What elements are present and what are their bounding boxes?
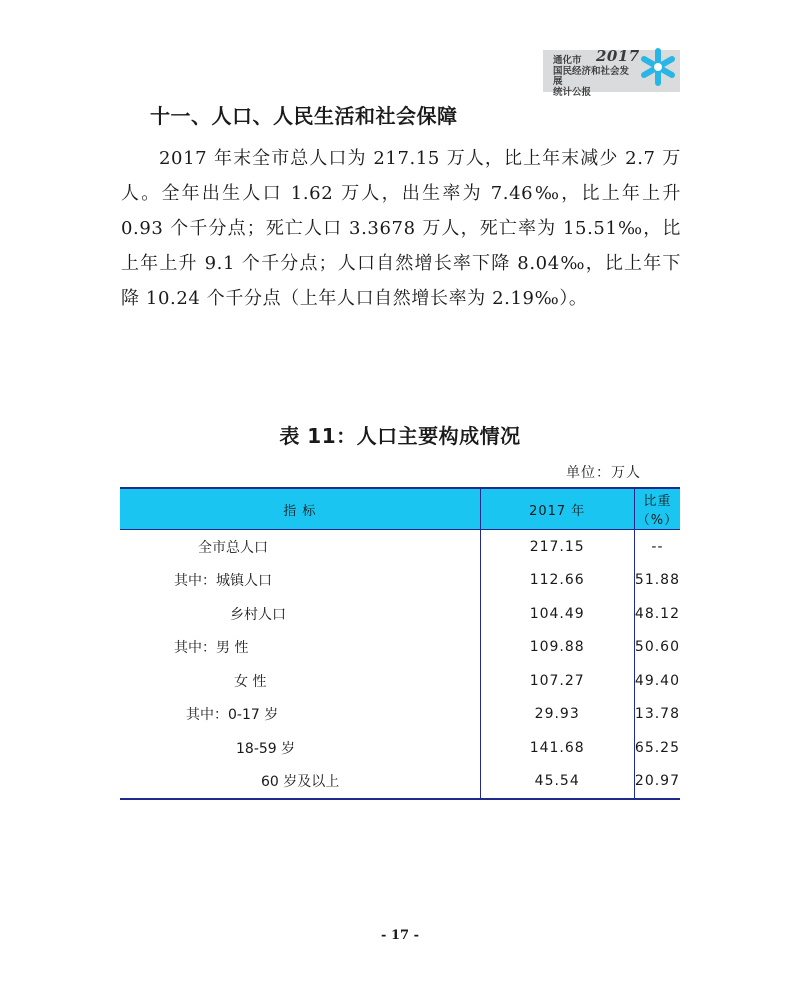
population-paragraph: 2017 年末全市总人口为 217.15 万人，比上年末减少 2.7 万人。全年出生人口 1.62 万人，出生率为 7.46‰，比上年上升 0.93 个千分点；死亡人口 3.3678 万人，死亡率为 15.51‰，比上年上升 9.1 个千分点；人口自然增长率下降 8.04‰，比上年下降 10.24 个千分点（上年人口自然增长率为 2.19‰）。 <box>121 148 681 309</box>
table-row <box>120 597 680 631</box>
row-value: 141.68 <box>480 731 634 765</box>
header-line-report: 国民经济和社会发展 <box>553 65 630 87</box>
row-label: 其中：男 性 <box>120 631 480 665</box>
header-line-bulletin: 统计公报 <box>553 86 592 98</box>
table-row <box>120 530 680 564</box>
row-share: 48.12 <box>634 605 680 622</box>
snowflake-emblem-icon <box>638 47 678 87</box>
row-label: 其中：0-17 岁 <box>120 698 480 732</box>
page-number: - 17 - <box>381 928 419 943</box>
table-header-row <box>120 488 680 530</box>
row-value: 109.88 <box>480 631 634 665</box>
row-share: 49.40 <box>634 672 680 689</box>
row-label: 乡村人口 <box>120 597 480 631</box>
table-row <box>120 664 680 698</box>
row-share: 51.88 <box>634 572 680 589</box>
row-share: 50.60 <box>634 639 680 656</box>
row-value: 45.54 <box>480 765 634 800</box>
row-value: 107.27 <box>480 664 634 698</box>
table-row <box>120 698 680 732</box>
table-row <box>120 564 680 598</box>
row-share: 65.25 <box>634 739 680 756</box>
row-share: -- <box>651 538 664 555</box>
table-row <box>120 765 680 800</box>
header-year: 2017 <box>596 47 640 65</box>
table-row <box>120 631 680 665</box>
row-value: 29.93 <box>480 698 634 732</box>
row-share: 20.97 <box>634 765 680 800</box>
col-header-share: 比重（%） <box>634 488 680 530</box>
row-label: 18-59 岁 <box>120 731 480 765</box>
table-row <box>120 731 680 765</box>
row-label: 其中：城镇人口 <box>120 564 480 598</box>
row-value: 217.15 <box>480 530 634 564</box>
section-title: 十一、人口、人民生活和社会保障 <box>150 104 458 128</box>
row-value: 112.66 <box>480 564 634 598</box>
row-share: 13.78 <box>634 706 680 723</box>
table-title: 表 11：人口主要构成情况 <box>279 424 521 448</box>
row-value: 104.49 <box>480 597 634 631</box>
table-unit: 单位：万人 <box>566 465 641 481</box>
col-header-year: 2017 年 <box>480 488 634 530</box>
row-label: 60 岁及以上 <box>120 765 480 800</box>
header-line-city: 通化市 <box>553 55 582 66</box>
row-label: 全市总人口 <box>120 530 480 564</box>
population-table <box>120 487 680 800</box>
col-header-indicator: 指 标 <box>120 488 480 530</box>
row-label: 女 性 <box>120 664 480 698</box>
